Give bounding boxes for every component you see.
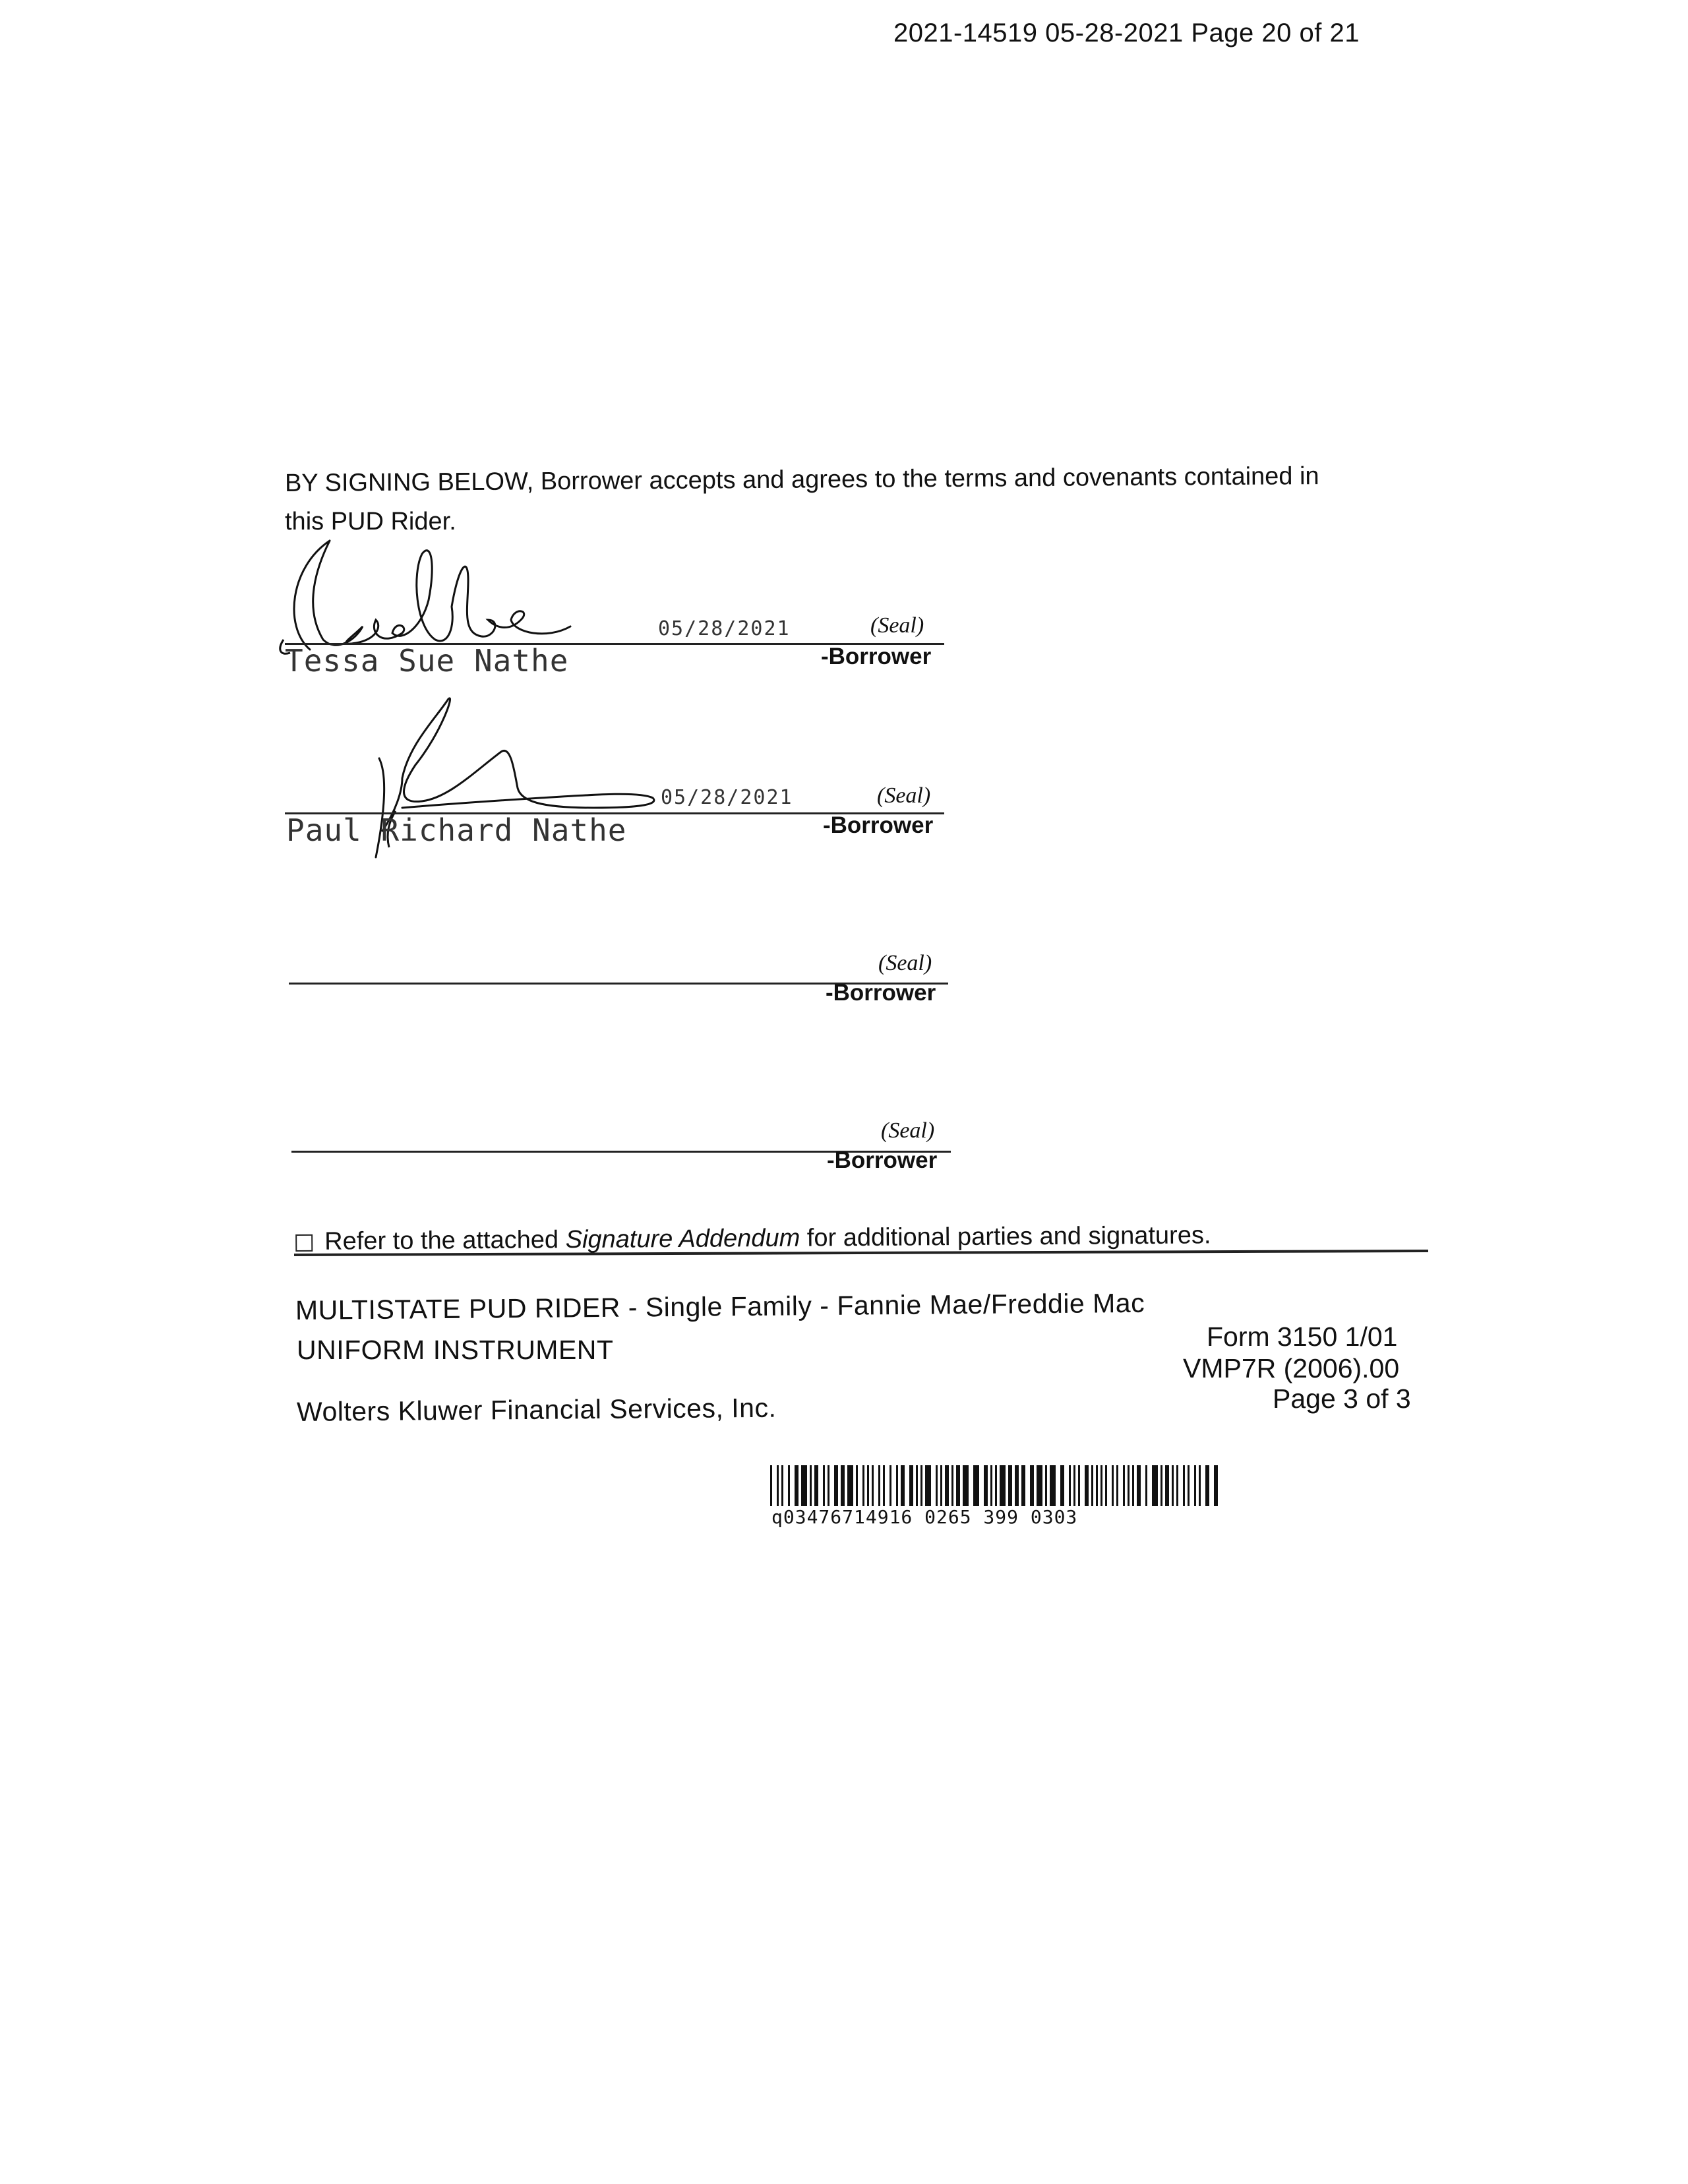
uniform-instrument: UNIFORM INSTRUMENT: [297, 1335, 614, 1365]
barcode-bar: [810, 1465, 812, 1506]
barcode-bar: [1145, 1465, 1147, 1506]
acceptance-text-line1: BY SIGNING BELOW, Borrower accepts and agrees to the terms and covenants contained in: [284, 462, 1319, 497]
barcode-bar: [990, 1465, 992, 1506]
barcode-bar: [1188, 1465, 1190, 1506]
barcode-bar: [1085, 1465, 1089, 1506]
barcode-bar: [883, 1465, 885, 1506]
barcode-bar: [916, 1465, 918, 1506]
barcode-bar: [956, 1465, 960, 1506]
barcode-bar: [940, 1465, 942, 1506]
barcode-bar: [1214, 1465, 1218, 1506]
seal-label-4: (Seal): [881, 1118, 935, 1143]
barcode-bar: [1096, 1465, 1098, 1506]
publisher: Wolters Kluwer Financial Services, Inc.: [296, 1392, 777, 1427]
barcode-bar: [1000, 1465, 1006, 1506]
barcode-bar: [1069, 1465, 1071, 1506]
borrower-label-4: -Borrower: [827, 1147, 938, 1173]
barcode-bar: [1152, 1465, 1158, 1506]
barcode-bar: [984, 1465, 988, 1506]
barcode-bar: [1060, 1465, 1064, 1506]
signature-date-1: 05/28/2021: [658, 617, 791, 640]
barcode-bar: [770, 1465, 772, 1506]
barcode-bar: [1112, 1465, 1114, 1506]
barcode-bar: [945, 1465, 949, 1506]
barcode-bar: [925, 1465, 931, 1506]
barcode-bar: [814, 1465, 818, 1506]
barcode: [770, 1465, 1219, 1506]
barcode-bar: [862, 1465, 864, 1506]
barcode-text: q03476714916 0265 399 0303: [771, 1506, 1078, 1528]
barcode-bar: [889, 1465, 891, 1506]
barcode-bar: [1045, 1465, 1047, 1506]
barcode-bar: [828, 1465, 829, 1506]
barcode-bar: [801, 1465, 807, 1506]
addendum-prefix: Refer to the attached: [324, 1226, 566, 1256]
barcode-bar: [1128, 1465, 1130, 1506]
borrower-label-2: -Borrower: [823, 812, 934, 838]
barcode-bar: [1160, 1465, 1162, 1506]
vmp-code: VMP7R (2006).00: [1183, 1353, 1400, 1383]
barcode-bar: [867, 1465, 869, 1506]
addendum-emphasis: Signature Addendum: [565, 1224, 800, 1254]
barcode-bar: [1165, 1465, 1169, 1506]
barcode-bar: [872, 1465, 874, 1506]
barcode-bar: [1050, 1465, 1056, 1506]
barcode-bar: [1008, 1465, 1012, 1506]
barcode-bar: [1205, 1465, 1209, 1506]
barcode-bar: [963, 1465, 969, 1506]
barcode-bar: [936, 1465, 938, 1506]
barcode-bar: [1037, 1465, 1042, 1506]
signer-name-2: Paul Richard Nathe: [286, 812, 627, 848]
barcode-bar: [1105, 1465, 1107, 1506]
barcode-bar: [1176, 1465, 1178, 1506]
signature-date-2: 05/28/2021: [661, 786, 793, 809]
barcode-bar: [1091, 1465, 1093, 1506]
barcode-bar: [1116, 1465, 1118, 1506]
barcode-bar: [823, 1465, 825, 1506]
barcode-bar: [1132, 1465, 1134, 1506]
addendum-checkbox[interactable]: [295, 1234, 313, 1252]
seal-label-3: (Seal): [878, 951, 932, 975]
recording-stamp: 2021-14519 05-28-2021 Page 20 of 21: [893, 18, 1360, 47]
barcode-bar: [847, 1465, 853, 1506]
barcode-bar: [777, 1465, 779, 1506]
barcode-bars: [770, 1465, 1219, 1506]
barcode-bar: [1100, 1465, 1102, 1506]
barcode-bar: [878, 1465, 880, 1506]
barcode-bar: [1073, 1465, 1075, 1506]
barcode-bar: [856, 1465, 858, 1506]
borrower-label-3: -Borrower: [826, 980, 936, 1006]
barcode-bar: [1078, 1465, 1080, 1506]
barcode-bar: [788, 1465, 790, 1506]
seal-label-1: (Seal): [870, 613, 924, 638]
signer-name-1: Tessa Sue Nathe: [285, 643, 569, 679]
barcode-bar: [1015, 1465, 1019, 1506]
barcode-bar: [995, 1465, 997, 1506]
barcode-bar: [1172, 1465, 1174, 1506]
barcode-bar: [909, 1465, 913, 1506]
barcode-bar: [920, 1465, 922, 1506]
barcode-bar: [795, 1465, 799, 1506]
barcode-bar: [1030, 1465, 1034, 1506]
barcode-bar: [1199, 1465, 1201, 1506]
barcode-bar: [973, 1465, 979, 1506]
barcode-bar: [1021, 1465, 1025, 1506]
barcode-bar: [1194, 1465, 1196, 1506]
barcode-bar: [841, 1465, 845, 1506]
seal-label-2: (Seal): [877, 783, 931, 808]
barcode-bar: [1123, 1465, 1125, 1506]
borrower-label-1: -Borrower: [821, 644, 932, 669]
form-title: MULTISTATE PUD RIDER - Single Family - Fannie Mae/Freddie Mac: [295, 1287, 1145, 1325]
barcode-bar: [834, 1465, 838, 1506]
addendum-suffix: for additional parties and signatures.: [800, 1221, 1211, 1252]
barcode-bar: [901, 1465, 905, 1506]
page-number: Page 3 of 3: [1273, 1383, 1411, 1414]
barcode-bar: [1183, 1465, 1185, 1506]
barcode-bar: [1137, 1465, 1141, 1506]
barcode-bar: [896, 1465, 898, 1506]
acceptance-text-line2: this PUD Rider.: [285, 508, 456, 535]
form-number: Form 3150 1/01: [1207, 1321, 1398, 1352]
barcode-bar: [951, 1465, 953, 1506]
barcode-bar: [781, 1465, 783, 1506]
